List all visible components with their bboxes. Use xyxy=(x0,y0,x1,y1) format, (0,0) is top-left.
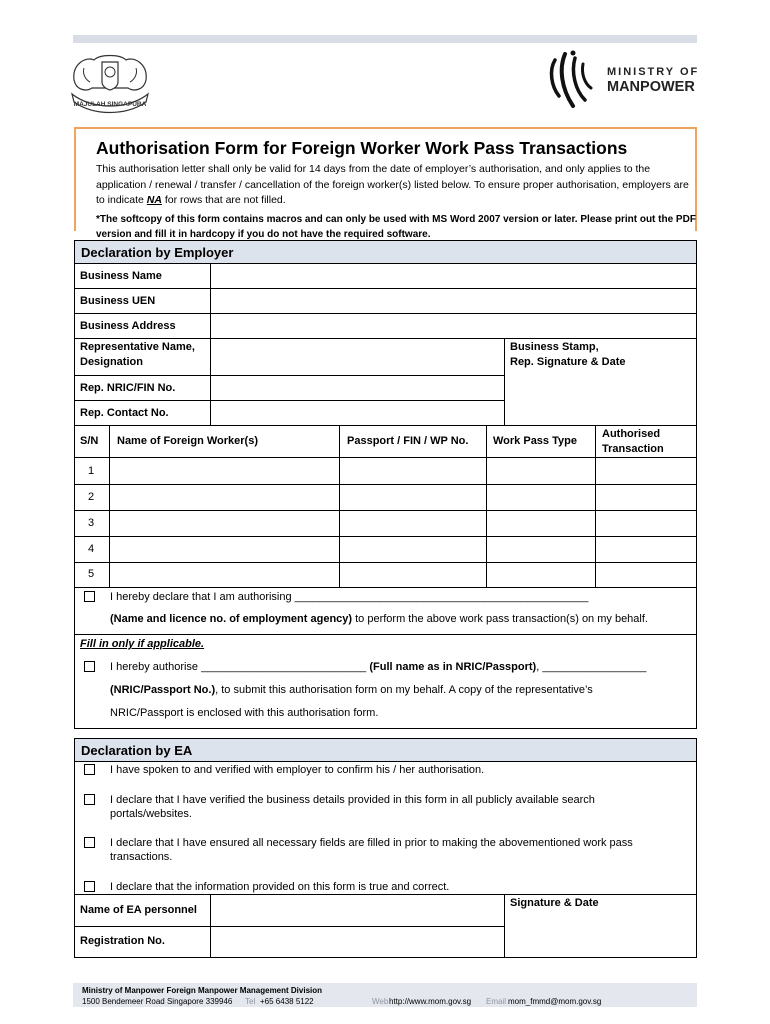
ea-declaration-2-cont: portals/websites. xyxy=(110,808,192,820)
ea-checkbox-1[interactable] xyxy=(84,764,95,775)
nric-hint: (NRIC/Passport No.) xyxy=(110,684,216,696)
ea-declaration-3: I declare that I have ensured all necessary fields are filled in prior to making the abovementioned work pass xyxy=(110,837,633,849)
worker-row-5[interactable] xyxy=(110,563,696,587)
authorise-text-a: I hereby authorise ___________________________ xyxy=(110,661,370,673)
footer-contact-line xyxy=(82,996,697,1007)
fill-in-note: Fill in only if applicable. xyxy=(80,638,205,650)
worker-row-3[interactable] xyxy=(110,511,696,536)
business-name-label: Business Name xyxy=(80,270,162,282)
authorise-declaration xyxy=(110,660,646,675)
business-uen-field[interactable] xyxy=(211,289,696,313)
business-uen-label: Business UEN xyxy=(80,295,156,307)
agency-checkbox[interactable] xyxy=(84,591,95,602)
rep-contact-field[interactable] xyxy=(211,401,503,425)
footer-email-label: Email xyxy=(486,997,507,1006)
footer-web-label: Web xyxy=(372,997,389,1006)
authorise-line2-rest: , to submit this authorisation form on my behalf. A copy of the representative’s xyxy=(215,684,593,696)
col-sn: S/N xyxy=(80,435,99,447)
col-authorised: Authorised xyxy=(602,428,661,440)
business-address-field[interactable] xyxy=(211,314,696,338)
row-number: 4 xyxy=(88,543,95,555)
authorise-text-b: , _________________ xyxy=(536,661,647,673)
footer-tel-label: Tel xyxy=(245,997,256,1006)
footer-web[interactable]: http://www.mom.gov.sg xyxy=(389,997,472,1006)
row-number: 2 xyxy=(88,491,95,503)
ea-declaration-1: I have spoken to and verified with employer to confirm his / her authorisation. xyxy=(110,764,485,776)
business-address-label: Business Address xyxy=(80,320,176,332)
validity-note xyxy=(96,162,699,209)
authorise-line3: NRIC/Passport is enclosed with this authorisation form. xyxy=(110,707,379,719)
registration-no-label: Registration No. xyxy=(80,935,165,947)
validity-note-text: This authorisation letter shall only be valid for 14 days from the date of employer’s authorisation, and only applies to the application / renewal / transfer / cancellation of the foreign worker(s) listed below. To ensure proper authorisation, employers are to indicate xyxy=(96,163,689,206)
col-worker-name: Name of Foreign Worker(s) xyxy=(117,435,258,447)
row-number: 5 xyxy=(88,568,95,580)
form-title: Authorisation Form for Foreign Worker Work Pass Transactions xyxy=(96,138,628,158)
agency-declaration: I hereby declare that I am authorising ________________________________________________ xyxy=(110,591,589,603)
full-name-hint: (Full name as in NRIC/Passport) xyxy=(369,661,537,673)
col-transaction: Transaction xyxy=(602,443,664,455)
rep-designation-label: Designation xyxy=(80,356,143,368)
employer-section-title: Declaration by Employer xyxy=(81,244,234,260)
ea-declaration-3-cont: transactions. xyxy=(110,851,173,863)
softcopy-note: *The softcopy of this form contains macros and can only be used with MS Word 2007 version or later. Please print out the PDF version and fill it in hardcopy if you do not have the required software. xyxy=(96,213,696,240)
ea-personnel-field[interactable] xyxy=(211,895,503,926)
worker-row-1[interactable] xyxy=(110,458,696,484)
ea-checkbox-3[interactable] xyxy=(84,837,95,848)
ea-signature-field[interactable] xyxy=(505,912,696,957)
row-number: 1 xyxy=(88,465,95,477)
footer-division: Ministry of Manpower Foreign Manpower Management Division xyxy=(82,986,323,995)
ministry-of-text: MINISTRY OF xyxy=(607,66,700,78)
rep-nric-label: Rep. NRIC/FIN No. xyxy=(80,382,176,394)
footer-address: 1500 Bendemeer Road Singapore 339946 xyxy=(82,997,233,1006)
intro-box xyxy=(74,127,697,240)
authorise-checkbox[interactable] xyxy=(84,661,95,672)
ea-personnel-label: Name of EA personnel xyxy=(80,904,197,916)
rep-contact-label: Rep. Contact No. xyxy=(80,407,169,419)
validity-note-end: for rows that are not filled. xyxy=(161,194,286,206)
business-stamp-label: Business Stamp, xyxy=(510,341,599,353)
agency-declaration-rest: to perform the above work pass transaction(s) on my behalf. xyxy=(352,613,648,625)
footer-tel: +65 6438 5122 xyxy=(260,997,314,1006)
ea-checkbox-4[interactable] xyxy=(84,881,95,892)
ea-section-header xyxy=(74,738,697,762)
worker-row-2[interactable] xyxy=(110,485,696,510)
ea-declaration-4: I declare that the information provided on this form is true and correct. xyxy=(110,881,450,893)
employer-section-header xyxy=(74,240,697,264)
rep-signature-label: Rep. Signature & Date xyxy=(510,356,626,368)
rep-nric-field[interactable] xyxy=(211,376,503,400)
registration-no-field[interactable] xyxy=(211,927,503,957)
footer xyxy=(73,983,697,1007)
singapore-crest-logo xyxy=(64,50,156,118)
ministry-of-manpower-logo xyxy=(545,50,705,114)
authorise-line2 xyxy=(110,683,593,698)
stamp-signature-field[interactable] xyxy=(505,372,696,424)
ea-checkbox-2[interactable] xyxy=(84,794,95,805)
row-number: 3 xyxy=(88,517,95,529)
worker-row-4[interactable] xyxy=(110,537,696,562)
na-emphasis: NA xyxy=(146,194,162,206)
footer-email[interactable]: mom_fmmd@mom.gov.sg xyxy=(508,997,602,1006)
col-passport: Passport / FIN / WP No. xyxy=(347,435,469,447)
rep-name-label: Representative Name, xyxy=(80,341,195,353)
rep-name-field[interactable] xyxy=(211,339,503,375)
ea-declaration-2: I declare that I have verified the business details provided in this form in all publicly available search xyxy=(110,794,595,806)
business-name-field[interactable] xyxy=(211,264,696,288)
manpower-text: MANPOWER xyxy=(607,79,695,95)
top-band xyxy=(73,35,697,43)
crest-motto: MAJULAH SINGAPURA xyxy=(73,101,147,108)
agency-name-hint: (Name and licence no. of employment agency) xyxy=(110,613,353,625)
agency-declaration-line2 xyxy=(110,612,648,627)
col-work-pass-type: Work Pass Type xyxy=(493,435,577,447)
ea-signature-label: Signature & Date xyxy=(510,897,599,909)
ea-section-title: Declaration by EA xyxy=(81,742,193,758)
